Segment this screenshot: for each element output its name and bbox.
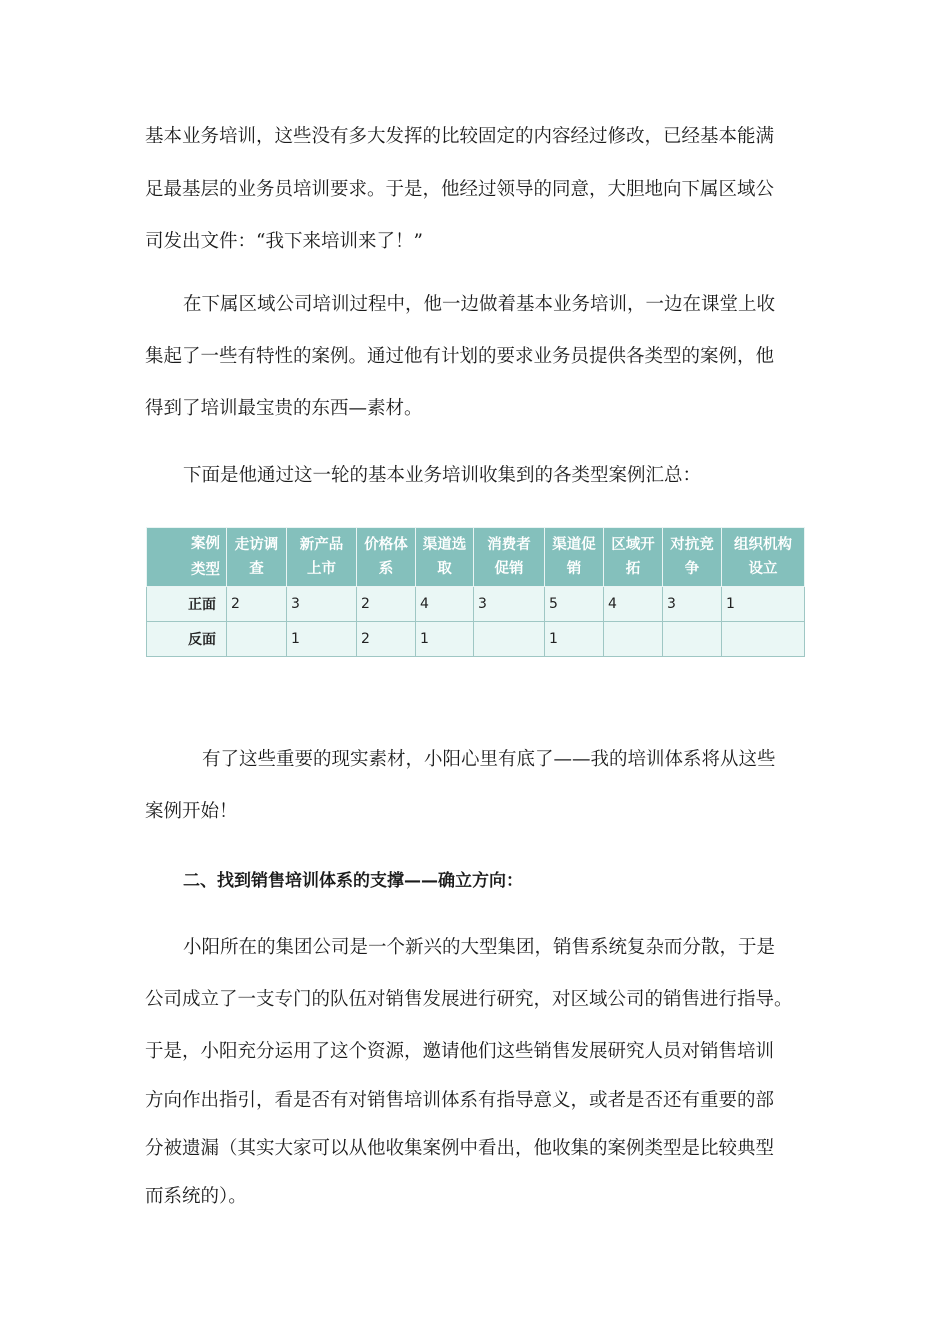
table-cell: 3	[663, 587, 722, 622]
table-cell: 3	[287, 587, 357, 622]
paragraph-line: 分被遗漏（其实大家可以从他收集案例中看出，他收集的案例类型是比较典型	[145, 1138, 775, 1159]
paragraph-line: 足最基层的业务员培训要求。于是，他经过领导的同意，大胆地向下属区域公	[145, 179, 775, 200]
paragraph-line: 于是，小阳充分运用了这个资源，邀请他们这些销售发展研究人员对销售培训	[145, 1041, 775, 1062]
table-row	[147, 622, 805, 657]
header-text: 新产品	[299, 537, 344, 553]
header-text: 对抗竞	[670, 537, 714, 553]
header-text: 争	[684, 561, 700, 577]
column-header	[227, 528, 287, 587]
header-text: 取	[437, 561, 452, 577]
column-header	[722, 528, 805, 587]
header-text: 渠道促	[552, 537, 596, 553]
table-cell: 1	[287, 622, 357, 657]
paragraph-line: 得到了培训最宝贵的东西—素材。	[145, 398, 423, 419]
table-cell	[604, 622, 663, 657]
table-cell: 2	[357, 622, 416, 657]
paragraph-line: 案例开始！	[145, 801, 238, 822]
column-header	[474, 528, 545, 587]
paragraph-line: 集起了一些有特性的案例。通过他有计划的要求业务员提供各类型的案例，他	[145, 346, 775, 367]
paragraph-line: 而系统的）。	[145, 1186, 247, 1207]
paragraph-line: 基本业务培训，这些没有多大发挥的比较固定的内容经过修改，已经基本能满	[145, 126, 775, 147]
table-cell	[663, 622, 722, 657]
table-cell: 5	[545, 587, 604, 622]
table-cell	[722, 622, 805, 657]
table-cell	[474, 622, 545, 657]
header-text: 区域开	[611, 537, 655, 553]
table-cell: 3	[474, 587, 545, 622]
header-text: 促销	[494, 561, 524, 577]
column-header	[545, 528, 604, 587]
header-text: 设立	[748, 561, 778, 577]
paragraph-line: 方向作出指引，看是否有对销售培训体系有指导意义，或者是否还有重要的部	[145, 1090, 775, 1111]
column-header	[287, 528, 357, 587]
header-text: 类型	[191, 562, 220, 578]
paragraph-line: 在下属区域公司培训过程中，他一边做着基本业务培训，一边在课堂上收	[183, 294, 776, 315]
header-text: 案例	[191, 536, 220, 552]
header-text: 走访调	[234, 537, 279, 553]
column-header	[663, 528, 722, 587]
paragraph-line: 有了这些重要的现实素材，小阳心里有底了——我的培训体系将从这些	[202, 749, 776, 770]
row-header: 反面	[147, 622, 227, 657]
table-cell: 1	[416, 622, 474, 657]
paragraph-line: 司发出文件：“我下来培训来了！”	[145, 231, 423, 252]
section-heading: 二、找到销售培训体系的支撑——确立方向：	[183, 871, 523, 891]
table-cell: 1	[722, 587, 805, 622]
paragraph-line: 小阳所在的集团公司是一个新兴的大型集团，销售系统复杂而分散，于是	[183, 937, 776, 958]
row-header: 正面	[147, 587, 227, 622]
header-text: 消费者	[487, 537, 531, 553]
case-summary-table	[146, 527, 805, 657]
column-header	[604, 528, 663, 587]
table-cell: 4	[604, 587, 663, 622]
header-text: 销	[566, 561, 582, 577]
table-cell: 4	[416, 587, 474, 622]
header-text: 查	[249, 561, 264, 577]
header-text: 上市	[307, 561, 336, 577]
table-cell: 2	[357, 587, 416, 622]
header-text: 组织机构	[734, 537, 792, 553]
table-cell: 1	[545, 622, 604, 657]
table-header-row	[147, 528, 805, 587]
header-text: 价格体	[364, 537, 408, 553]
corner-cell	[147, 528, 227, 587]
header-text: 渠道选	[422, 537, 467, 553]
table-cell: 2	[227, 587, 287, 622]
header-text: 拓	[625, 561, 641, 577]
column-header	[357, 528, 416, 587]
table-cell	[227, 622, 287, 657]
paragraph-line: 公司成立了一支专门的队伍对销售发展进行研究，对区域公司的销售进行指导。	[145, 989, 793, 1010]
table-row	[147, 587, 805, 622]
paragraph-line: 下面是他通过这一轮的基本业务培训收集到的各类型案例汇总：	[183, 465, 702, 486]
header-text: 系	[378, 561, 394, 577]
column-header	[416, 528, 474, 587]
